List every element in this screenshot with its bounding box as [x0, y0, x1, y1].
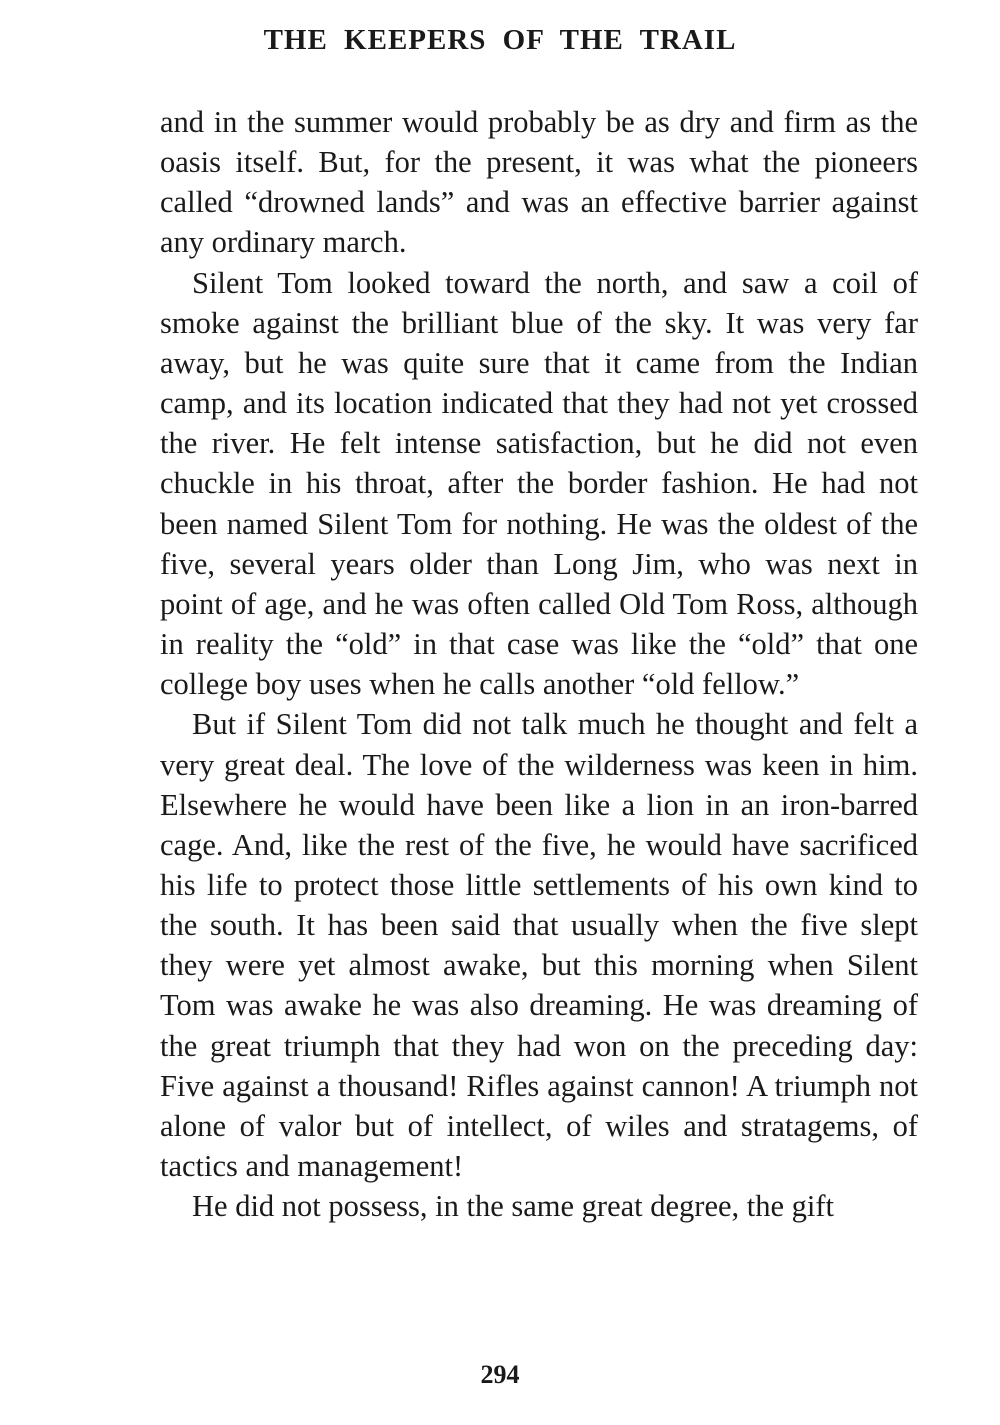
paragraph: He did not possess, in the same great degree, the gift: [192, 1189, 835, 1224]
running-head: THE KEEPERS OF THE TRAIL: [263, 24, 737, 56]
paragraph: But if Silent Tom did not talk much he thought and felt a very great deal. The love of the wilderness was keen in him. Elsewhere he would have been like a lion in an iron-barred cage. And, like the rest of the five, he would have sacrificed his life to protect those little settlements of his own kind to the south. It has been said that usually when the five slept they were yet almost awake, but this morning when Silent Tom was awake he was also dreaming. He was dreaming of the great triumph that they had won on the preceding day: Five against a thousand! Rifles against cannon! A triumph not alone of valor but of intellect, of wiles and stratagems, of tactics and management!: [160, 707, 918, 1184]
paragraph-continued: and in the summer would probably be as dry and firm as the oasis itself. But, for the present, it was what the pioneers called “drowned lands” and was an effective barrier against any ordinary march.: [160, 105, 918, 260]
paragraph: Silent Tom looked toward the north, and saw a coil of smoke against the brilliant blue of the sky. It was very far away, but he was quite sure that it came from the Indian camp, and its location indicated that they had not yet crossed the river. He felt intense satisfaction, but he did not even chuckle in his throat, after the border fashion. He had not been named Silent Tom for nothing. He was the oldest of the five, several years older than Long Jim, who was next in point of age, and he was often called Old Tom Ross, although in reality the “old” in that case was like the “old” that one college boy uses when he calls another “old fellow.”: [160, 265, 918, 702]
body-text: [160, 102, 918, 1226]
page-number: 294: [480, 1360, 520, 1389]
